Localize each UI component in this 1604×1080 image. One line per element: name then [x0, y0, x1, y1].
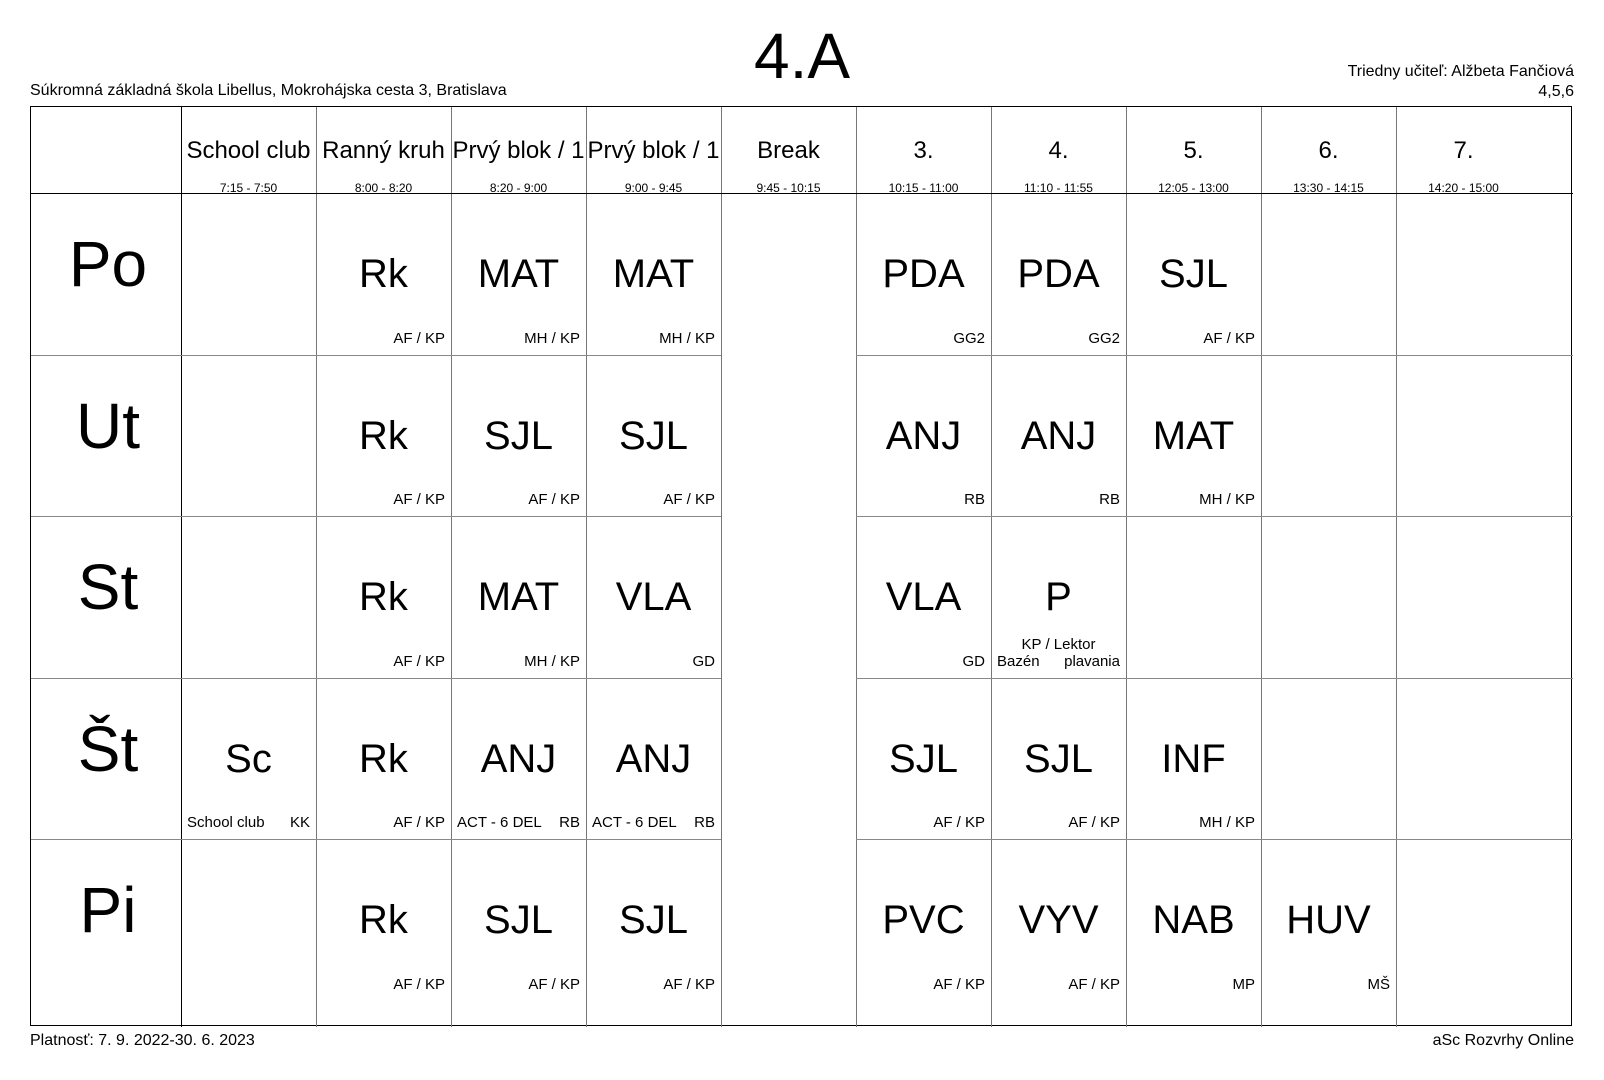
- grid-vline: [316, 107, 317, 1027]
- lesson-teacher: AF / KP: [528, 975, 580, 993]
- lesson-subject: NAB: [1152, 898, 1235, 942]
- lesson-subject: ANJ: [885, 413, 962, 458]
- period-name: 4.: [1048, 137, 1069, 164]
- lesson-teacher: KK: [289, 814, 310, 831]
- lesson-subject: Rk: [359, 252, 408, 296]
- lesson-cell[interactable]: [1126, 193, 1261, 355]
- validity-period: Platnosť: 7. 9. 2022-30. 6. 2023: [30, 1032, 255, 1049]
- lesson-subject: MAT: [1152, 413, 1235, 458]
- lesson-cell[interactable]: [586, 678, 721, 840]
- period-time: 9:45 - 10:15: [756, 181, 821, 195]
- period-header: [1126, 107, 1261, 199]
- lesson-subject: Rk: [359, 413, 408, 458]
- lesson-cell[interactable]: [316, 193, 451, 355]
- period-time: 14:20 - 15:00: [1428, 181, 1499, 195]
- grid-hline: [856, 839, 1573, 840]
- lesson-subject: Sc: [225, 736, 272, 781]
- lesson-cell[interactable]: [991, 516, 1126, 678]
- lesson-teacher: GG2: [1088, 329, 1120, 347]
- grid-hline: [31, 355, 721, 356]
- lesson-subject: SJL: [619, 413, 688, 458]
- day-label: Po: [68, 228, 148, 300]
- period-name: Break: [757, 137, 820, 164]
- lesson-cell[interactable]: [856, 355, 991, 517]
- grid-hline: [856, 678, 1573, 679]
- lesson-subject: SJL: [1159, 252, 1228, 296]
- lesson-teacher: RB: [964, 491, 985, 508]
- lesson-teacher: MŠ: [1367, 975, 1390, 993]
- lesson-cell[interactable]: [316, 678, 451, 840]
- lesson-cell[interactable]: [1261, 839, 1396, 1001]
- period-time: 7:15 - 7:50: [219, 181, 278, 195]
- lesson-subject: VLA: [885, 575, 962, 619]
- lesson-subject: PDA: [882, 252, 965, 296]
- lesson-teacher: AF / KP: [933, 814, 985, 831]
- lesson-subject: SJL: [484, 898, 553, 942]
- lesson-teacher-extra: KP / Lektor: [1021, 635, 1096, 653]
- lesson-room: School club: [187, 814, 265, 831]
- lesson-cell[interactable]: [1126, 839, 1261, 1001]
- lesson-subject: INF: [1161, 736, 1226, 781]
- lesson-subject: ANJ: [615, 736, 692, 781]
- class-title: 4.A: [753, 20, 851, 92]
- period-time: 10:15 - 11:00: [888, 181, 959, 195]
- lesson-teacher: AF / KP: [393, 329, 445, 347]
- day-label: Ut: [76, 389, 140, 462]
- lesson-subject: Rk: [359, 575, 408, 619]
- lesson-cell[interactable]: [586, 355, 721, 517]
- lesson-subject: VYV: [1018, 898, 1099, 942]
- brand-footer: aSc Rozvrhy Online: [1432, 1032, 1574, 1049]
- lesson-teacher: MH / KP: [524, 652, 580, 670]
- lesson-cell[interactable]: [856, 516, 991, 678]
- lesson-cell[interactable]: [451, 193, 586, 355]
- lesson-subject: MAT: [477, 252, 560, 296]
- day-label: St: [77, 551, 139, 623]
- period-header: [856, 107, 991, 199]
- grid-vline: [1396, 107, 1397, 1027]
- period-header: [1261, 107, 1396, 199]
- lesson-teacher: AF / KP: [1203, 329, 1255, 347]
- period-time: 8:20 - 9:00: [489, 181, 548, 195]
- lesson-teacher: MH / KP: [659, 329, 715, 347]
- period-header: [991, 107, 1126, 199]
- lesson-subject: P: [1045, 575, 1072, 619]
- period-header: [451, 107, 586, 199]
- period-time: 12:05 - 13:00: [1158, 181, 1229, 195]
- lesson-teacher: MH / KP: [1199, 491, 1255, 508]
- lesson-teacher: MH / KP: [1199, 814, 1255, 831]
- lesson-cell[interactable]: [316, 355, 451, 517]
- lesson-teacher: RB: [559, 814, 580, 831]
- lesson-subject: PDA: [1017, 252, 1100, 296]
- period-name: 5.: [1183, 137, 1204, 164]
- period-time: 13:30 - 14:15: [1293, 181, 1364, 195]
- lesson-teacher: AF / KP: [1068, 814, 1120, 831]
- grid-vline: [1261, 107, 1262, 1027]
- lesson-teacher: AF / KP: [1068, 975, 1120, 993]
- lesson-cell[interactable]: [991, 193, 1126, 355]
- grid-vline: [721, 107, 722, 1027]
- lesson-subject: MAT: [612, 252, 695, 296]
- period-header: [721, 107, 856, 199]
- lesson-room: ACT - 6 DEL: [457, 814, 542, 831]
- grid-hline: [31, 839, 721, 840]
- lesson-cell[interactable]: [451, 516, 586, 678]
- period-name: 3.: [913, 137, 934, 164]
- lesson-subject: SJL: [889, 736, 958, 781]
- lesson-room: Bazén: [997, 652, 1040, 670]
- lesson-subject: SJL: [619, 898, 688, 942]
- class-teacher-grades: 4,5,6: [1538, 83, 1574, 100]
- grid-vline: [856, 107, 857, 1027]
- lesson-cell[interactable]: [451, 839, 586, 1001]
- lesson-cell[interactable]: [991, 355, 1126, 517]
- period-name: Prvý blok / 1: [452, 137, 585, 164]
- lesson-teacher: RB: [694, 814, 715, 831]
- grid-vline: [451, 107, 452, 1027]
- lesson-cell[interactable]: [991, 678, 1126, 840]
- period-header: [181, 107, 316, 199]
- lesson-teacher: AF / KP: [663, 975, 715, 993]
- period-header: [1396, 107, 1531, 199]
- lesson-cell[interactable]: [856, 193, 991, 355]
- lesson-cell[interactable]: [586, 839, 721, 1001]
- period-header: [586, 107, 721, 199]
- day-label: Pi: [79, 874, 137, 946]
- period-time: 8:00 - 8:20: [354, 181, 413, 195]
- period-name: Ranný kruh: [322, 137, 445, 164]
- lesson-cell[interactable]: [181, 678, 316, 840]
- lesson-cell[interactable]: [451, 678, 586, 840]
- lesson-cell[interactable]: [856, 839, 991, 1001]
- lesson-cell[interactable]: [1126, 678, 1261, 840]
- lesson-subject: MAT: [477, 575, 560, 619]
- lesson-cell[interactable]: [586, 516, 721, 678]
- lesson-subject: SJL: [1024, 736, 1093, 781]
- class-teacher-name: Triedny učiteľ: Alžbeta Fančiová: [1347, 63, 1574, 80]
- lesson-teacher: plavania: [1064, 652, 1120, 670]
- lesson-teacher: AF / KP: [933, 975, 985, 993]
- lesson-room: ACT - 6 DEL: [592, 814, 677, 831]
- lesson-subject: ANJ: [480, 736, 557, 781]
- lesson-teacher: RB: [1099, 491, 1120, 508]
- period-time: 11:10 - 11:55: [1024, 181, 1093, 195]
- lesson-subject: SJL: [484, 413, 553, 458]
- grid-hline: [31, 678, 721, 679]
- lesson-teacher: AF / KP: [528, 491, 580, 508]
- lesson-teacher: AF / KP: [663, 491, 715, 508]
- lesson-teacher: AF / KP: [393, 652, 445, 670]
- period-name: School club: [186, 137, 311, 164]
- period-name: 7.: [1453, 137, 1474, 164]
- lesson-teacher: MH / KP: [524, 329, 580, 347]
- grid-vline: [991, 107, 992, 1027]
- lesson-cell[interactable]: [316, 839, 451, 1001]
- lesson-cell[interactable]: [1126, 355, 1261, 517]
- grid-header-line: [31, 193, 1573, 194]
- grid-hline: [31, 516, 721, 517]
- lesson-cell[interactable]: [586, 193, 721, 355]
- lesson-subject: VLA: [615, 575, 692, 619]
- period-time: 9:00 - 9:45: [624, 181, 683, 195]
- lesson-subject: PVC: [882, 898, 965, 942]
- lesson-teacher: AF / KP: [393, 814, 445, 831]
- class-teacher-info: [1348, 62, 1574, 102]
- grid-hline: [856, 516, 1573, 517]
- lesson-subject: Rk: [359, 736, 408, 781]
- lesson-teacher: AF / KP: [393, 975, 445, 993]
- day-label: Št: [77, 712, 139, 785]
- school-name: Súkromná základná škola Libellus, Mokrohájska cesta 3, Bratislava: [30, 82, 507, 99]
- period-header: [316, 107, 451, 199]
- lesson-teacher: GD: [692, 652, 715, 670]
- grid-vline: [181, 107, 182, 1027]
- lesson-cell[interactable]: [451, 355, 586, 517]
- grid-vline: [586, 107, 587, 1027]
- lesson-cell[interactable]: [991, 839, 1126, 1001]
- period-name: Prvý blok / 1: [587, 137, 720, 164]
- lesson-subject: ANJ: [1020, 413, 1097, 458]
- timetable-grid: [30, 106, 1572, 1026]
- lesson-teacher: GG2: [953, 329, 985, 347]
- lesson-subject: HUV: [1286, 898, 1371, 942]
- period-name: 6.: [1318, 137, 1339, 164]
- lesson-cell[interactable]: [856, 678, 991, 840]
- lesson-teacher: MP: [1232, 975, 1255, 993]
- lesson-subject: Rk: [359, 898, 408, 942]
- lesson-teacher: GD: [962, 652, 985, 670]
- lesson-cell[interactable]: [316, 516, 451, 678]
- grid-hline: [856, 355, 1573, 356]
- lesson-teacher: AF / KP: [393, 491, 445, 508]
- grid-vline: [1126, 107, 1127, 1027]
